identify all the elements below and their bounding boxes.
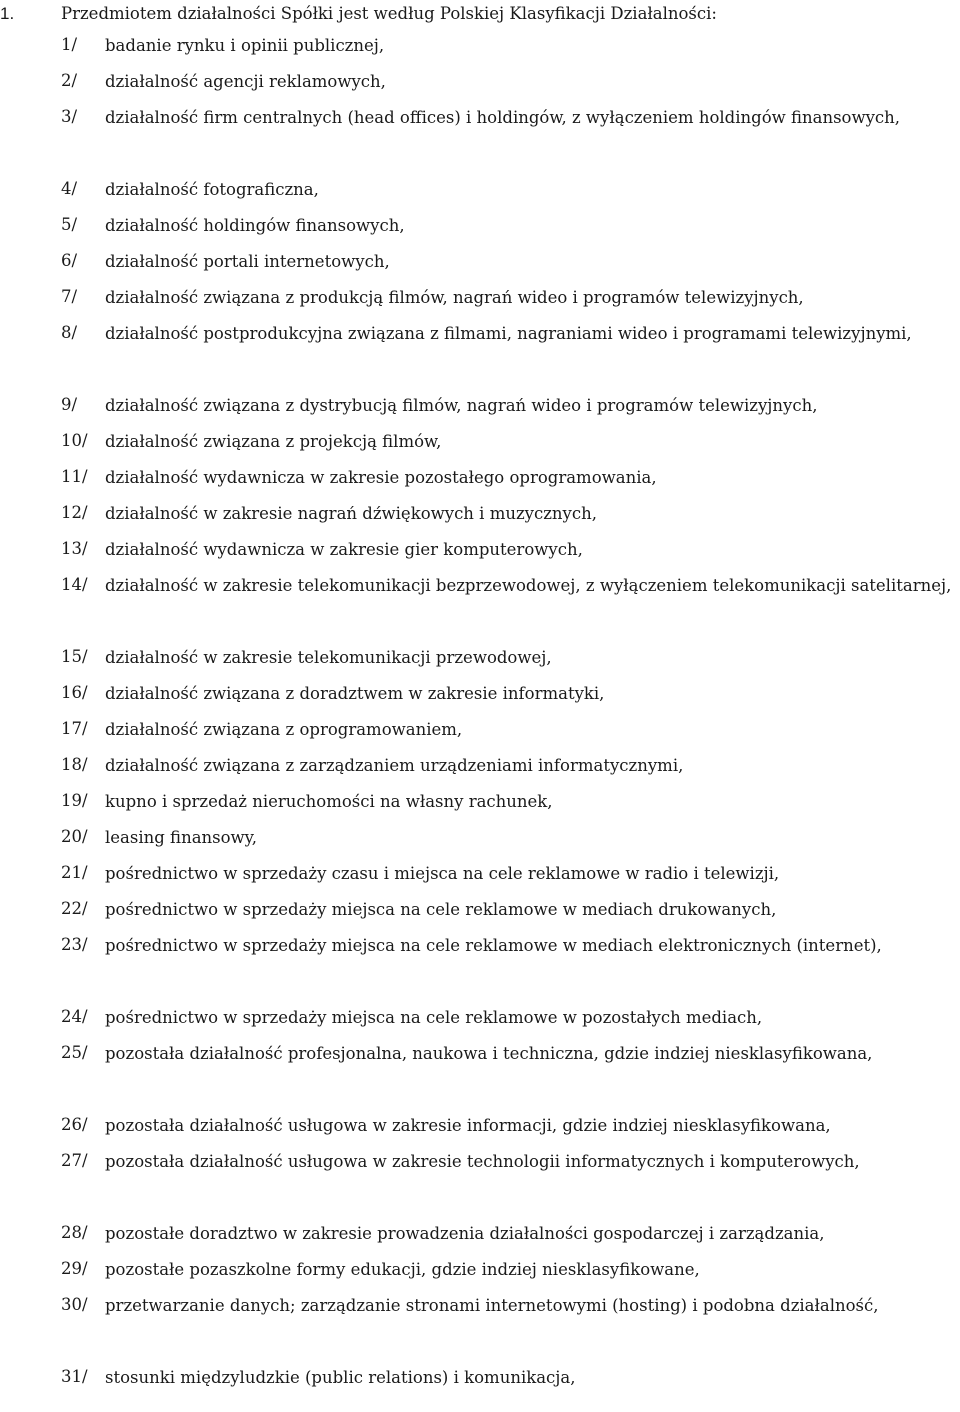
list-item-number: 23/ <box>61 935 88 954</box>
list-item-text: działalność portali internetowych, <box>105 252 390 271</box>
list-item-number: 14/ <box>61 575 88 594</box>
list-item-number: 30/ <box>61 1295 88 1314</box>
list-item-text: pośrednictwo w sprzedaży miejsca na cele reklamowe w mediach elektronicznych (internet), <box>105 936 882 955</box>
list-item-number: 31/ <box>61 1367 88 1386</box>
list-item-number: 19/ <box>61 791 88 810</box>
list-item-number: 26/ <box>61 1115 88 1134</box>
section-title: Przedmiotem działalności Spółki jest według Polskiej Klasyfikacji Działalności: <box>61 4 717 23</box>
list-item-number: 15/ <box>61 647 88 666</box>
list-item-number: 11/ <box>61 467 88 486</box>
list-item-number: 24/ <box>61 1007 88 1026</box>
list-item-text: badanie rynku i opinii publicznej, <box>105 36 385 55</box>
list-item-text: pozostała działalność usługowa w zakresie informacji, gdzie indziej niesklasyfikowana, <box>105 1116 831 1135</box>
list-item-text: kupno i sprzedaż nieruchomości na własny rachunek, <box>105 792 553 811</box>
list-item-text: działalność wydawnicza w zakresie pozostałego oprogramowania, <box>105 468 657 487</box>
list-item-text: pozostała działalność usługowa w zakresie technologii informatycznych i komputerowych, <box>105 1152 860 1171</box>
list-item-text: działalność związana z dystrybucją filmów, nagrań wideo i programów telewizyjnych, <box>105 396 818 415</box>
list-item-number: 28/ <box>61 1223 88 1242</box>
list-item-text: działalność w zakresie telekomunikacji bezprzewodowej, z wyłączeniem telekomunikacji satelitarnej, <box>105 576 952 595</box>
list-item-text: działalność fotograficzna, <box>105 180 319 199</box>
list-item-number: 27/ <box>61 1151 88 1170</box>
list-item-text: przetwarzanie danych; zarządzanie stronami internetowymi (hosting) i podobna działalność, <box>105 1296 879 1315</box>
list-item-text: działalność w zakresie telekomunikacji przewodowej, <box>105 648 552 667</box>
section-number: 1. <box>0 4 15 23</box>
list-item-number: 10/ <box>61 431 88 450</box>
list-item-text: pozostałe pozaszkolne formy edukacji, gdzie indziej niesklasyfikowane, <box>105 1260 700 1279</box>
list-item-number: 29/ <box>61 1259 88 1278</box>
list-item-number: 20/ <box>61 827 88 846</box>
list-item-number: 6/ <box>61 251 78 270</box>
list-item-number: 12/ <box>61 503 88 522</box>
list-item-text: działalność w zakresie nagrań dźwiękowych i muzycznych, <box>105 504 597 523</box>
list-item-text: działalność związana z doradztwem w zakresie informatyki, <box>105 684 605 703</box>
list-item-text: działalność postprodukcyjna związana z filmami, nagraniami wideo i programami telewizyjnymi, <box>105 324 912 343</box>
list-item-number: 1/ <box>61 35 78 54</box>
list-item-text: pośrednictwo w sprzedaży czasu i miejsca na cele reklamowe w radio i telewizji, <box>105 864 780 883</box>
list-item-text: pozostałe doradztwo w zakresie prowadzenia działalności gospodarczej i zarządzania, <box>105 1224 825 1243</box>
list-item-number: 3/ <box>61 107 78 126</box>
list-item-number: 9/ <box>61 395 78 414</box>
list-item-text: stosunki międzyludzkie (public relations) i komunikacja, <box>105 1368 576 1387</box>
list-item-text: pośrednictwo w sprzedaży miejsca na cele reklamowe w pozostałych mediach, <box>105 1008 763 1027</box>
list-item-text: leasing finansowy, <box>105 828 258 847</box>
list-item-text: działalność związana z oprogramowaniem, <box>105 720 463 739</box>
list-item-number: 21/ <box>61 863 88 882</box>
list-item-number: 25/ <box>61 1043 88 1062</box>
list-item-text: pozostała działalność profesjonalna, naukowa i techniczna, gdzie indziej niesklasyfikowana, <box>105 1044 873 1063</box>
list-item-text: działalność związana z projekcją filmów, <box>105 432 442 451</box>
list-item-text: działalność wydawnicza w zakresie gier komputerowych, <box>105 540 583 559</box>
list-item-number: 8/ <box>61 323 78 342</box>
list-item-text: działalność związana z produkcją filmów, nagrań wideo i programów telewizyjnych, <box>105 288 804 307</box>
list-item-number: 5/ <box>61 215 78 234</box>
list-item-number: 13/ <box>61 539 88 558</box>
list-item-text: pośrednictwo w sprzedaży miejsca na cele reklamowe w mediach drukowanych, <box>105 900 777 919</box>
list-item-text: działalność holdingów finansowych, <box>105 216 405 235</box>
list-item-text: działalność firm centralnych (head offices) i holdingów, z wyłączeniem holdingów finansowych, <box>105 108 901 127</box>
list-item-text: działalność związana z zarządzaniem urządzeniami informatycznymi, <box>105 756 684 775</box>
list-item-number: 22/ <box>61 899 88 918</box>
list-item-number: 4/ <box>61 179 78 198</box>
list-item-text: działalność agencji reklamowych, <box>105 72 386 91</box>
list-item-number: 18/ <box>61 755 88 774</box>
list-item-number: 17/ <box>61 719 88 738</box>
list-item-number: 7/ <box>61 287 78 306</box>
list-item-number: 2/ <box>61 71 78 90</box>
list-item-number: 16/ <box>61 683 88 702</box>
